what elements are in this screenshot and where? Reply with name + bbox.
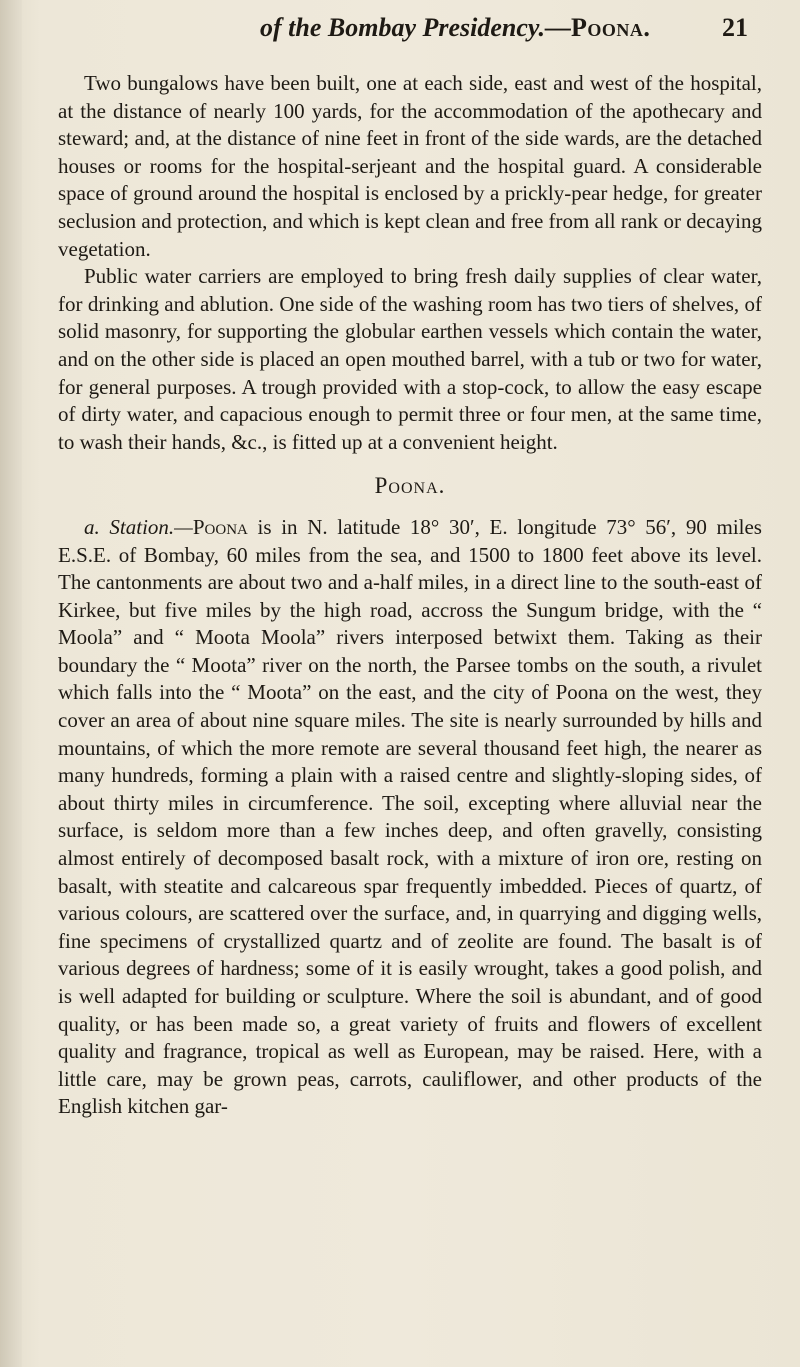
page-header [240,10,748,46]
running-title-place: Poona. [570,13,651,42]
station-label: a. Station.— [84,514,193,539]
paragraph-bungalows: Two bungalows have been built, one at each side, east and west of the hospital, at the distance of nearly 100 yards, for the accommodation of the apothecary and steward; and, at the distance of nine feet in front of the side wards, are the detached houses or rooms for the hospital-serjeant and the hospital guard. A considerable space of ground around the hospital is enclosed by a prickly-pear hedge, for greater seclusion and protection, and which is kept clean and free from all rank or decaying vegetation. [58,71,762,261]
section-heading: Poona. [374,473,446,499]
station-text: is in N. latitude 18° 30′, E. longitude 73° 56′, 90 miles E.S.E. of Bombay, 60 miles from the sea, and 1500 to 1800 feet above its level. The cantonments are about two and a-half miles, in a direct line to the south-east of Kirkee, but five miles by the high road, accross the Sungum bridge, with the “ Moola” and “ Moota Moola” rivers interposed betwixt them. Taking as their boundary the “ Moota” river on the north, the Parsee tombs on the south, a rivulet which falls into the “ Moota” on the east, and the city of Poona on the west, they cover an area of about nine square miles. The site is nearly surrounded by hills and mountains, of which the more remote are several thousand feet high, the nearer as many hundreds, forming a plain with a raised centre and slightly-sloping sides, of about thirty miles in circumference. The soil, excepting where alluvial near the surface, is seldom more than a few inches deep, and often gravelly, consisting almost entirely of decomposed basalt rock, with a mixture of iron ore, resting on basalt, with steatite and calcareous spar frequently imbedded. Pieces of quartz, of various colours, are scattered over the surface, and, in quarrying and digging wells, fine specimens of crystallized quartz and of zeolite are found. The basalt is of various degrees of hardness; some of it is easily wrought, takes a good polish, and is well adapted for building or sculpture. Where the soil is abundant, and of good quality, or has been made so, a great variety of fruits and flowers of excellent quality and fragrance, tropical as well as European, may be raised. Here, with a little care, may be grown peas, carrots, cauliflower, and other products of the English kitchen gar- [58,514,762,1119]
page-binding-edge [0,0,22,1367]
page-body [58,70,762,1121]
running-title-text: of the Bombay Presidency.— [260,13,571,42]
running-title [260,10,650,46]
page-number: 21 [722,13,748,42]
paragraph-water-supply: Public water carriers are employed to bring fresh daily supplies of clear water, for drinking and ablution. One side of the washing room has two tiers of shelves, of solid masonry, for supporting the globular earthen vessels which contain the water, and on the other side is placed an open mouthed barrel, with a tub or two for water, for general purposes. A trough provided with a stop-cock, to allow the easy escape of dirty water, and capacious enough to permit three or four men, at the same time, to wash their hands, &c., is fitted up at a convenient height. [58,264,762,454]
paragraph-station [58,514,762,1121]
station-place: Poona [192,514,248,539]
